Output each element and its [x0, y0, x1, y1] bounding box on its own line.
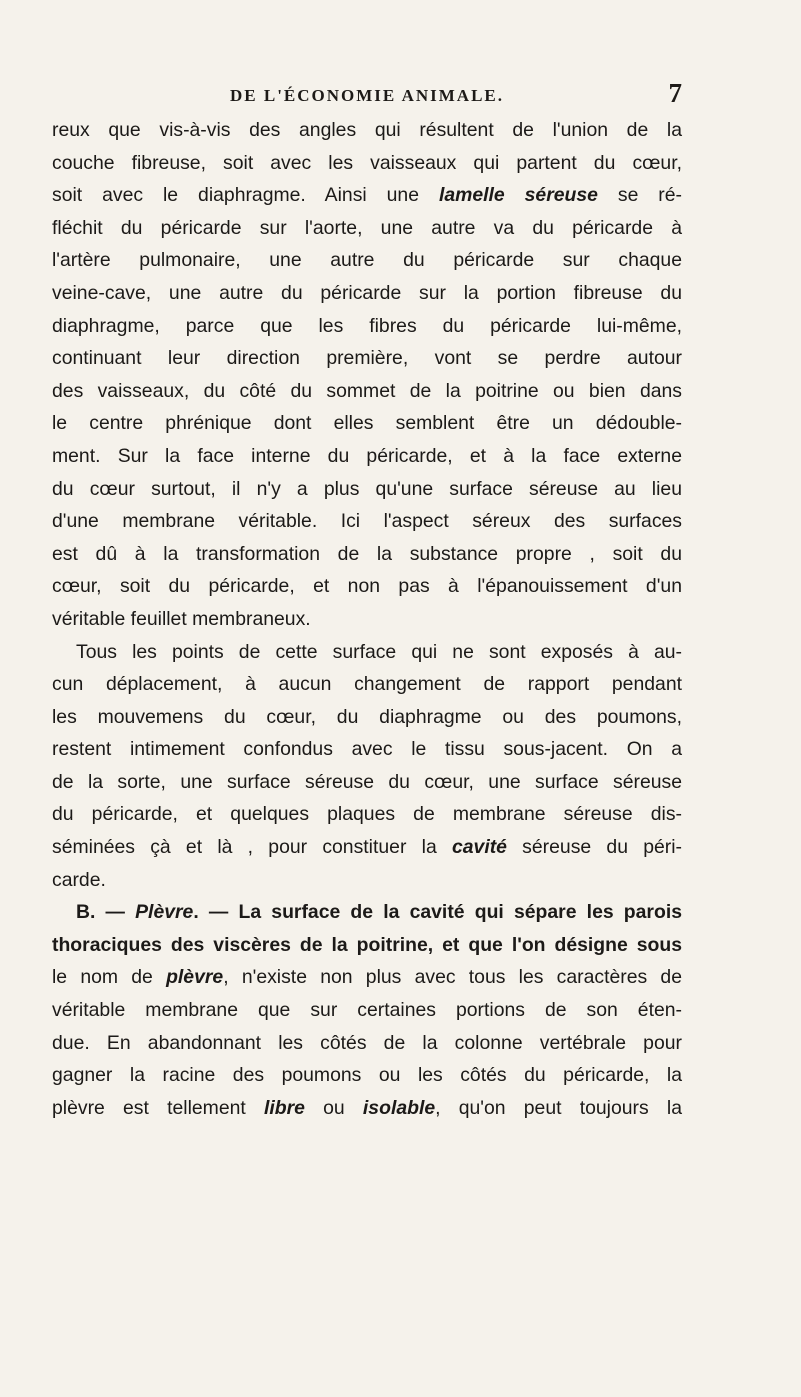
section-heading-line: B. — Plèvre. — La surface de la cavité qui sépare les parois	[76, 901, 682, 924]
text-line: diaphragme, parce que les fibres du péricarde lui-même,	[52, 314, 682, 337]
text-line: carde.	[52, 868, 106, 891]
text-line: véritable feuillet membraneux.	[52, 607, 311, 630]
text-line: cun déplacement, à aucun changement de rapport pendant	[52, 673, 682, 696]
running-head	[52, 78, 682, 112]
text-line: séminées çà et là , pour constituer la cavité séreuse du péri-	[52, 836, 682, 859]
text-line: continuant leur direction première, vont se perdre autour	[52, 347, 682, 370]
italic-term: lamelle séreuse	[438, 184, 598, 207]
paragraph-start-line: Tous les points de cette surface qui ne sont exposés à au-	[76, 640, 682, 663]
text-line: couche fibreuse, soit avec les vaisseaux qui partent du cœur,	[52, 151, 682, 174]
text-line: véritable membrane que sur certaines portions de son éten-	[52, 999, 682, 1022]
text-line: d'une membrane véritable. Ici l'aspect séreux des surfaces	[52, 510, 682, 533]
text-line: soit avec le diaphragme. Ainsi une lamelle séreuse se ré-	[52, 184, 682, 207]
text-line: gagner la racine des poumons ou les côtés du péricarde, la	[52, 1064, 682, 1087]
text-line: l'artère pulmonaire, une autre du péricarde sur chaque	[52, 249, 682, 272]
text-line: due. En abandonnant les côtés de la colonne vertébrale pour	[52, 1031, 682, 1054]
text-line: veine-cave, une autre du péricarde sur la portion fibreuse du	[52, 281, 682, 304]
text-line: le nom de plèvre, n'existe non plus avec tous les caractères de	[52, 966, 682, 989]
text-line: restent intimement confondus avec le tissu sous-jacent. On a	[52, 738, 682, 761]
text-line: est dû à la transformation de la substance propre , soit du	[52, 542, 682, 565]
text-line: reux que vis-à-vis des angles qui résultent de l'union de la	[52, 119, 682, 141]
running-title: DE L'ÉCONOMIE ANIMALE.	[230, 86, 504, 105]
italic-term: plèvre	[166, 966, 224, 989]
page-number: 7	[668, 78, 682, 108]
italic-term: isolable	[362, 1096, 436, 1119]
text-line: du cœur surtout, il n'y a plus qu'une surface séreuse au lieu	[52, 477, 682, 500]
text-line: les mouvemens du cœur, du diaphragme ou des poumons,	[52, 705, 682, 728]
text-line: de la sorte, une surface séreuse du cœur, une surface séreuse	[52, 770, 682, 793]
body-text	[52, 114, 682, 1124]
text-line: thoraciques des viscères de la poitrine, et que l'on désigne sous	[52, 933, 682, 956]
text-line: du péricarde, et quelques plaques de membrane séreuse dis-	[52, 803, 682, 826]
text-line: des vaisseaux, du côté du sommet de la poitrine ou bien dans	[52, 379, 682, 402]
text-line: ment. Sur la face interne du péricarde, et à la face externe	[52, 444, 682, 467]
italic-term: libre	[263, 1096, 305, 1119]
italic-term: cavité	[451, 836, 507, 859]
text-line: cœur, soit du péricarde, et non pas à l'épanouissement d'un	[52, 575, 682, 598]
text-line: fléchit du péricarde sur l'aorte, une autre va du péricarde à	[52, 216, 682, 239]
text-line: le centre phrénique dont elles semblent être un dédouble-	[52, 412, 682, 435]
section-heading-term: Plèvre	[135, 901, 194, 924]
text-line: plèvre est tellement libre ou isolable, qu'on peut toujours la	[52, 1096, 683, 1119]
